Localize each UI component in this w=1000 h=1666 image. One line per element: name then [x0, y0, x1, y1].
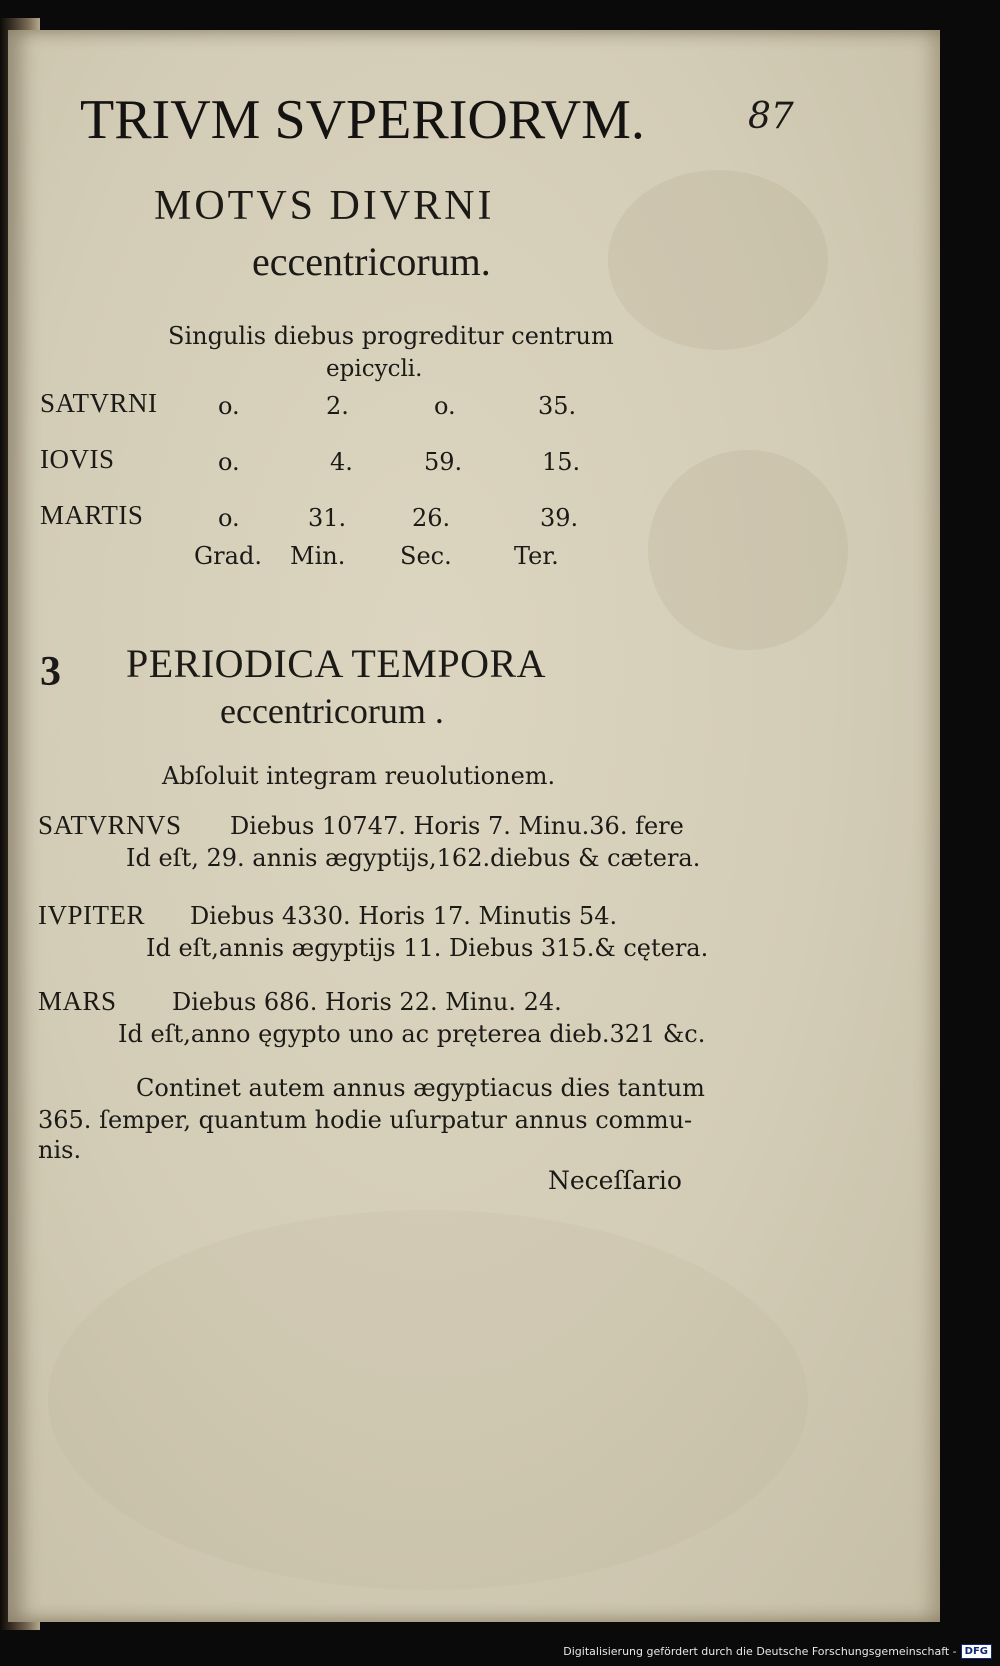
table-cell-min: 4. [330, 448, 353, 476]
section-subtitle-periodica: eccentricorum . [220, 691, 444, 731]
running-head: TRIVM SVPERIORVM. [80, 89, 645, 151]
entry-name-mars: MARS [38, 986, 117, 1016]
table-cell-min: 31. [308, 504, 347, 532]
table-cell-grad: o. [218, 392, 240, 420]
note-line-3: nis. [38, 1136, 82, 1164]
section-number: 3 [40, 649, 61, 695]
page-stain [48, 1210, 808, 1590]
table-cell-grad: o. [218, 448, 240, 476]
entry-line-1: Diebus 10747. Horis 7. Minu.36. fere [230, 812, 684, 840]
book-page [8, 30, 940, 1622]
table-cell-ter: 39. [540, 504, 579, 532]
column-header-sec: Sec. [400, 542, 452, 570]
table-cell-ter: 15. [542, 448, 581, 476]
table-row-label-iovis: IOVIS [40, 444, 115, 474]
entry-line-2: Id eſt, 29. annis ægyptijs,162.diebus & cætera. [126, 844, 701, 872]
table-cell-sec: 59. [424, 448, 463, 476]
dfg-logo: DFG [961, 1644, 992, 1659]
motus-intro-line-1: Singulis diebus progreditur centrum [168, 322, 614, 350]
column-header-min: Min. [290, 542, 346, 570]
section-title-periodica-tempora: PERIODICA TEMPORA [126, 641, 547, 686]
table-cell-sec: o. [434, 392, 456, 420]
entry-line-2: Id eſt,annis ægyptijs 11. Diebus 315.& cętera. [146, 934, 709, 962]
entry-line-1: Diebus 4330. Horis 17. Minutis 54. [190, 902, 618, 930]
bleed-through-mark [648, 450, 848, 650]
digitization-credit [563, 1642, 992, 1660]
table-cell-sec: 26. [412, 504, 451, 532]
column-header-grad: Grad. [194, 542, 262, 570]
motus-intro-line-2: epicycli. [326, 356, 423, 382]
entry-name-iupiter: IVPITER [38, 900, 145, 930]
table-cell-ter: 35. [538, 392, 577, 420]
note-line-1: Continet autem annus ægyptiacus dies tantum [136, 1074, 705, 1102]
entry-line-2: Id eſt,anno ęgypto uno ac pręterea dieb.321 &c. [118, 1020, 706, 1048]
section-title-motus-diurni: MOTVS DIVRNI [154, 183, 495, 229]
funding-notice: Digitalisierung gefördert durch die Deutsche Forschungsgemeinschaft - [563, 1644, 957, 1658]
table-cell-min: 2. [326, 392, 349, 420]
catchword: Neceſſario [548, 1166, 682, 1195]
table-cell-grad: o. [218, 504, 240, 532]
entry-name-saturnus: SATVRNVS [38, 810, 182, 840]
column-header-ter: Ter. [514, 542, 559, 570]
section-subtitle-motus: eccentricorum. [252, 239, 491, 284]
bleed-through-mark [608, 170, 828, 350]
table-row-label-saturni: SATVRNI [40, 388, 158, 418]
table-row-label-martis: MARTIS [40, 500, 144, 530]
periodica-intro: Abſoluit integram reuolutionem. [162, 762, 556, 790]
note-line-2: 365. ſemper, quantum hodie uſurpatur annus commu- [38, 1106, 693, 1134]
page-number: 87 [748, 96, 794, 137]
entry-line-1: Diebus 686. Horis 22. Minu. 24. [172, 988, 562, 1016]
